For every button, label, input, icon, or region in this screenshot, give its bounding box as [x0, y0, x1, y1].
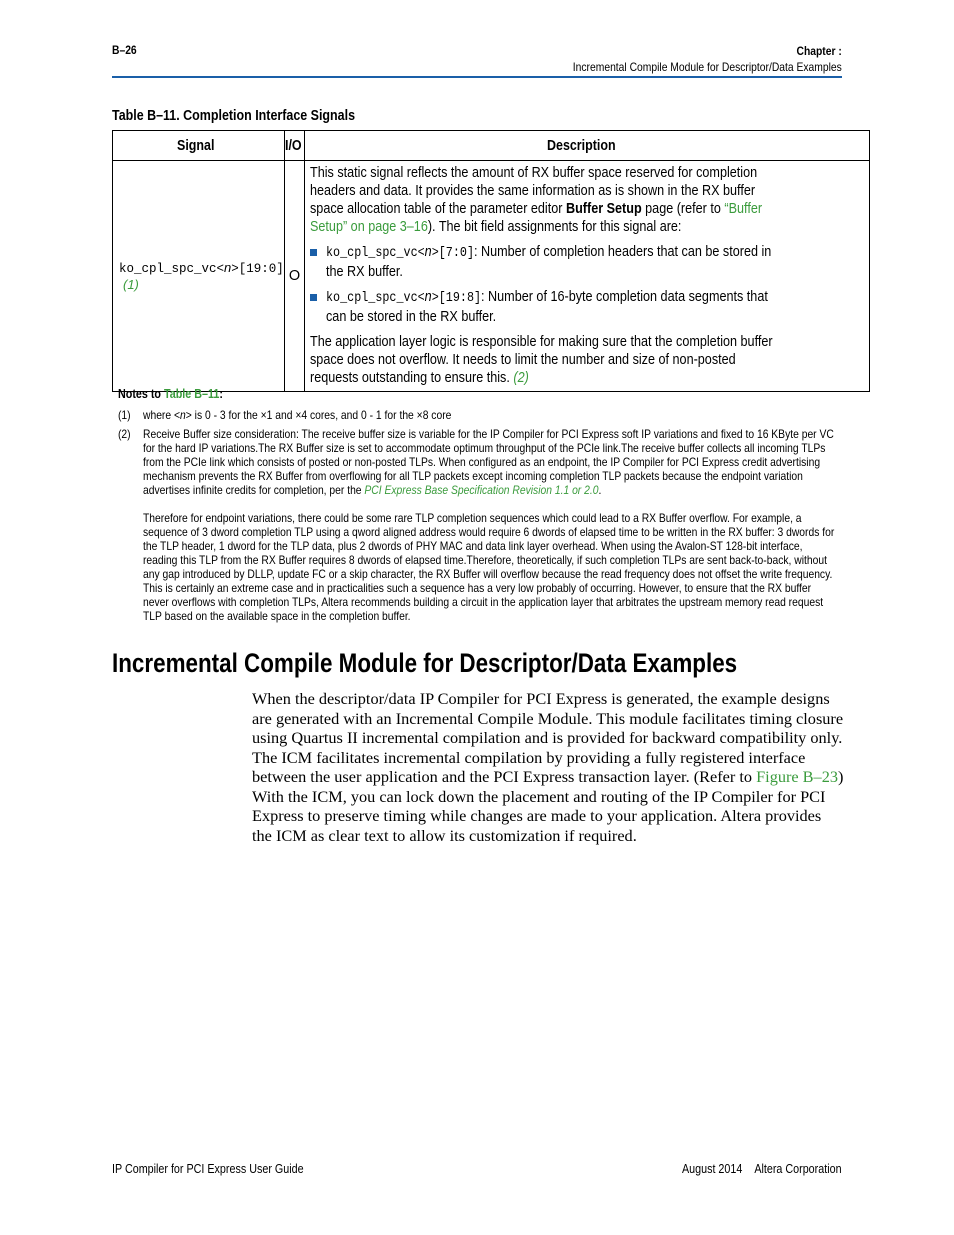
- header-rule: [112, 76, 842, 78]
- note-1-text: where <n> is 0 - 3 for the ×1 and ×4 cores, and 0 - 1 for the ×8 core: [143, 408, 452, 422]
- description-paragraph-1: This static signal reflects the amount of RX buffer space reserved for completion headers and data. It provides the same information as is shown in the RX buffer space allocation table of the parameter editor Buffer Setup page (refer to “Buffer Setup” on page 3–16). The bit field assignments for this signal are:: [310, 165, 763, 235]
- chapter-label: Chapter :: [796, 44, 842, 58]
- bullet-item-data-segments: ko_cpl_spc_vc<n>[19:8]: Number of 16-byte completion data segments that can be stored in the RX buffer.: [310, 288, 861, 326]
- column-header-description: Description: [305, 131, 870, 161]
- footer-right: [682, 1162, 842, 1176]
- signal-name: ko_cpl_spc_vc<n>[19:0]: [119, 259, 284, 276]
- notes-title: Notes to Table B–11:: [118, 387, 223, 401]
- note-2-link[interactable]: (2): [513, 370, 529, 386]
- table-row: [113, 161, 870, 392]
- signal-note-link[interactable]: (1): [123, 276, 139, 292]
- buffer-setup-link[interactable]: “Buffer Setup” on page 3–16: [310, 201, 763, 235]
- table-header-row: [113, 131, 870, 161]
- note-2-paragraph-2: Therefore for endpoint variations, there could be some rare TLP completion sequences which could lead to a RX Buffer overflow. For example, a sequence of 3 dword completion TLP using a qword aligned address would require 6 dwords of elapsed time to be written in the RX buffer: 3 dwords for the TLP header, 1 dword for the TLP data, plus 2 dwords of PHY MAC and data link layer overhead. When using the Avalon-ST 128-bit interface, reading this TLP from the RX Buffer requires 8 dwords of elapsed time.Therefore, theoretically, if such completion TLPs are sent back-to-back, without any gap introduced by DLLP, update FC or a skip character, the RX Buffer will overflow because the read frequency does not offset the write frequency. This is certainly an extreme case and in practicalities such a sequence has a very low probably of occurring. However, to ensure that the RX buffer never overflows with completion TLPs, Altera recommends building a circuit in the application layer that arbitrates the upstream memory read request TLP based on the available space in the completion buffer.: [143, 511, 835, 623]
- page-number: B–26: [112, 43, 137, 57]
- io-cell: O: [284, 161, 304, 392]
- bullet-item-headers: ko_cpl_spc_vc<n>[7:0]: Number of completion headers that can be stored in the RX buffer.: [310, 243, 861, 281]
- table-title: Table B–11. Completion Interface Signals: [112, 108, 356, 124]
- running-header: [529, 43, 842, 75]
- section-heading: Incremental Compile Module for Descriptor/Data Examples: [112, 648, 738, 678]
- column-header-io: I/O: [284, 131, 304, 161]
- bullet-icon: [310, 249, 317, 256]
- table-link[interactable]: Table B–11: [163, 387, 220, 401]
- footer-date: August 2014: [682, 1162, 743, 1176]
- note-2-paragraph-1: Receive Buffer size consideration: The receive buffer size is variable for the IP Compiler for PCI Express soft IP variations and fixed to 16 KByte per VC for the hard IP variations.The RX Buffer size is set to accommodate optimum throughput of the PCIe link.The receive buffer collects all incoming TLPs from the PCIe link which consists of posted or non-posted TLPs. When configured as an endpoint, the IP Compiler for PCI Express credit advertising mechanism prevents the RX Buffer from overflowing for all TLP packets except incoming completion TLP packets because the endpoint variation advertises infinite credits for completion, per the PCI Express Base Specification Revision 1.1 or 2.0.: [143, 427, 834, 497]
- signal-cell: [113, 161, 285, 392]
- pcie-spec-link[interactable]: PCI Express Base Specification Revision 1.1 or 2.0: [364, 483, 599, 497]
- running-section-title: Incremental Compile Module for Descriptor/Data Examples: [572, 60, 842, 74]
- column-header-signal: Signal: [113, 131, 285, 161]
- description-paragraph-2: The application layer logic is responsible for making sure that the completion buffer space does not overflow. It needs to limit the number and size of non-posted requests outstanding to ensure this. (2): [310, 334, 773, 386]
- note-2-text: [143, 427, 835, 623]
- description-cell: [305, 161, 870, 392]
- figure-link[interactable]: Figure B–23: [756, 767, 838, 786]
- footer-doc-title: IP Compiler for PCI Express User Guide: [112, 1162, 304, 1176]
- bullet-icon: [310, 294, 317, 301]
- note-1-number: (1): [118, 408, 131, 422]
- section-paragraph: When the descriptor/data IP Compiler for PCI Express is generated, the example designs are generated with an Incremental Compile Module. This module facilitates timing closure using Quartus II incremental compilation and is provided for backward compatibility only. The ICM facilitates incremental compilation by providing a fully registered interface between the user application and the PCI Express transaction layer. (Refer to Figure B–23) With the ICM, you can lock down the placement and routing of the IP Compiler for PCI Express to preserve timing while changes are made to your application. Altera provides the ICM as clear text to allow its customization if required.: [252, 689, 844, 845]
- note-2-number: (2): [118, 427, 131, 441]
- footer-company: Altera Corporation: [754, 1162, 842, 1176]
- signals-table: [112, 130, 870, 392]
